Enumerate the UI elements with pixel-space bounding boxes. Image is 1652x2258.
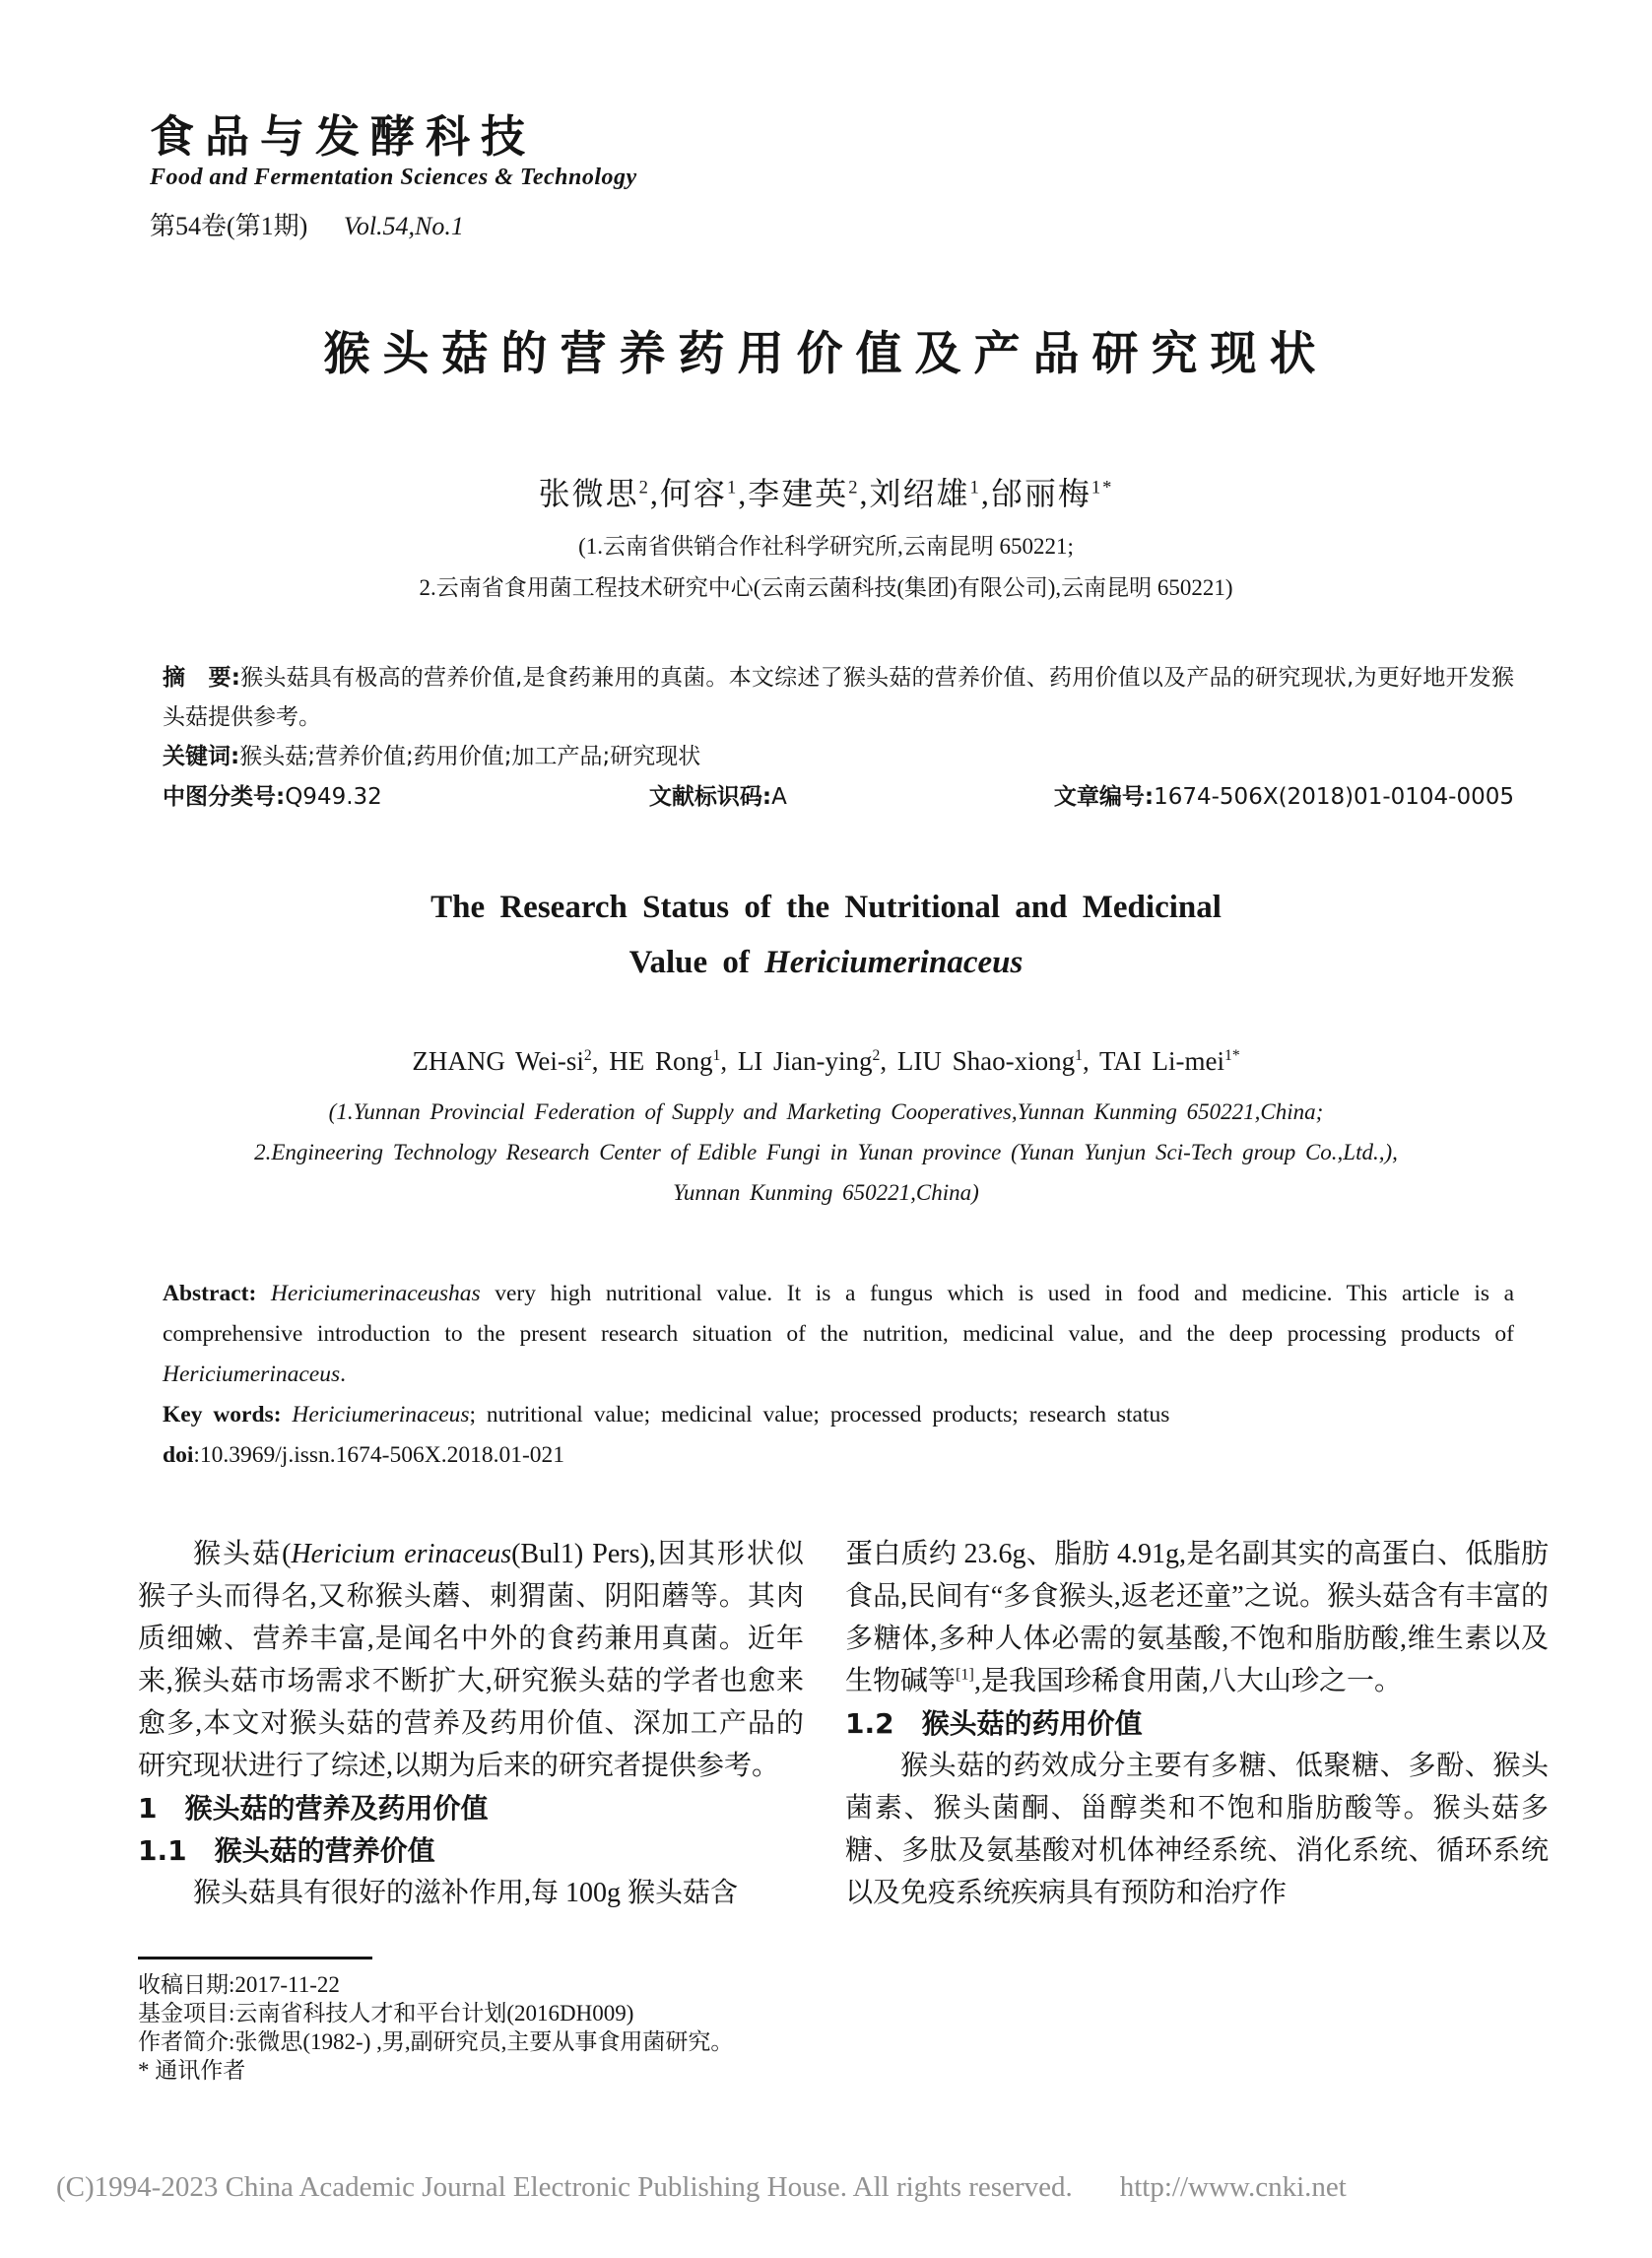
section-heading-1-2: 1.2 猴头菇的药用价值 [845, 1707, 1143, 1740]
author-cn: 张微思$^2$ [538, 476, 650, 511]
author-en: , TAI Li-mei$^{1*}$ [1082, 1046, 1240, 1076]
doi-line: doi:10.3969/j.issn.1674-506X.2018.01-021 [163, 1442, 565, 1468]
author-cn: ,邰丽梅$^{1*}$ [980, 476, 1114, 511]
page-footer [56, 2171, 1596, 2204]
author-cn: ,刘绍雄$^1$ [859, 476, 981, 511]
abstract-cn-label: 摘 要: [163, 665, 240, 691]
volume-issue-cn: 第54卷(第1期) [150, 212, 308, 240]
paragraph-intro: 猴头菇(Hericium erinaceus(Bul1) Pers),因其形状似猴子头而得名,又称猴头蘑、刺猬菌、阴阳蘑等。其肉质细嫩、营养丰富,是闻名中外的食药兼用真菌。近年来,猴头菇市场需求不断扩大,研究猴头菇的学者也愈来愈多,本文对猴头菇的营养及药用价值、深加工产品的研究现状进行了综述,以期为后来的研究者提供参考。 [138, 1539, 804, 1781]
abstract-en-block [163, 1274, 1514, 1476]
footnote-received-date: 收稿日期:2017-11-22 [138, 1972, 340, 1997]
keywords-cn [163, 737, 1514, 776]
section-heading-1-1: 1.1 猴头菇的营养价值 [138, 1834, 435, 1867]
section-heading-1: 1 猴头菇的营养及药用价值 [138, 1792, 489, 1825]
article-id: 文章编号:1674-506X(2018)01-0104-0005 [1053, 784, 1514, 810]
classification-row [163, 777, 1514, 817]
abstract-en: Abstract: Hericiumerinaceushas very high nutritional value. It is a fungus which is used in food and medicine. This article is a comprehensive introduction to the present research situation of the nutrition, medicinal value, and the deep processing products of Hericiumerinaceus. [163, 1281, 1515, 1387]
keywords-en: Key words: Hericiumerinaceus; nutritional value; medicinal value; processed products; research status [163, 1402, 1170, 1428]
species-name: Hericiumerinaceus [764, 945, 1024, 980]
abstract-en-label: Abstract: [163, 1281, 257, 1306]
footnote-divider [138, 1957, 372, 1959]
author-cn: ,李建英$^2$ [738, 476, 860, 511]
body-column-right [845, 1533, 1549, 2004]
body-column-left [138, 1533, 804, 1964]
author-cn: ,何容$^1$ [649, 476, 739, 511]
document-code: 文献标识码:A [648, 784, 787, 810]
keywords-cn-label: 关键词: [163, 744, 240, 769]
volume-issue-en: Vol.54,No.1 [343, 212, 464, 240]
reference-mark: [1] [956, 1665, 974, 1684]
author-en: , LIU Shao-xiong$^1$ [880, 1046, 1083, 1076]
species-name: Hericium erinaceus [291, 1539, 512, 1569]
article-title-cn: 猴头菇的营养药用价值及产品研究现状 [323, 327, 1329, 381]
masthead [150, 110, 637, 242]
article-title-en-line2: Value of Hericiumerinaceus [628, 945, 1024, 980]
keywords-en-label: Key words: [163, 1402, 282, 1428]
species-name: Hericiumerinaceus [292, 1402, 470, 1428]
species-name: Hericiumerinaceushas [270, 1281, 481, 1306]
paragraph-nutrition-cont: 蛋白质约 23.6g、脂肪 4.91g,是名副其实的高蛋白、低脂肪食品,民间有“多食猴头,返老还童”之说。猴头菇含有丰富的多糖体,多种人体必需的氨基酸,不饱和脂肪酸,维生素以及生物碱等[1],是我国珍稀食用菌,八大山珍之一。 [845, 1539, 1549, 1696]
author-en: , LI Jian-ying$^2$ [720, 1046, 881, 1076]
affiliation-en-3: Yunnan Kunming 650221,China) [673, 1180, 979, 1205]
footnotes [138, 1970, 847, 2085]
footnote-fund-project: 基金项目:云南省科技人才和平台计划(2016DH009) [138, 2001, 634, 2026]
author-en: ZHANG Wei-$si^2$ [412, 1046, 592, 1076]
author-en: , HE Rong$^1$ [591, 1046, 721, 1076]
abstract-cn-text: 猴头菇具有极高的营养价值,是食药兼用的真菌。本文综述了猴头菇的营养价值、药用价值以及产品的研究现状,为更好地开发猴头菇提供参考。 [163, 665, 1515, 730]
article-title-en-line1: The Research Status of the Nutritional and Medicinal [430, 890, 1222, 925]
authors-cn [0, 469, 1652, 514]
species-name: Hericiumerinaceus [163, 1361, 341, 1387]
keywords-cn-text: 猴头菇;营养价值;药用价值;加工产品;研究现状 [239, 744, 701, 769]
affiliation-en-1: (1.Yunnan Provincial Federation of Supply and Marketing Cooperatives,Yunnan Kunming 650221,China; [328, 1099, 1324, 1124]
affiliation-cn-2: 2.云南省食用菌工程技术研究中心(云南云菌科技(集团)有限公司),云南昆明 650221) [419, 575, 1233, 600]
journal-name-en: Food and Fermentation Sciences & Technology [150, 165, 637, 190]
volume-issue-line [150, 206, 637, 242]
affiliations-en [0, 1092, 1652, 1213]
paragraph-medicinal: 猴头菇的药效成分主要有多糖、低聚糖、多酚、猴头菌素、猴头菌酮、甾醇类和不饱和脂肪酸等。猴头菇多糖、多肽及氨基酸对机体神经系统、消化系统、循环系统以及免疫系统疾病具有预防和治疗作 [845, 1751, 1549, 1908]
abstract-cn-block [163, 658, 1514, 817]
footnote-author-bio: 作者简介:张微思(1982-) ,男,副研究员,主要从事食用菌研究。 [138, 2029, 734, 2054]
article-title-en [0, 880, 1652, 990]
journal-name-cn: 食品与发酵科技 [150, 110, 537, 163]
affiliation-en-2: 2.Engineering Technology Research Center of Edible Fungi in Yunan province (Yunan Yunjun Sci-Tech group Co.,Ltd.,), [254, 1140, 1398, 1164]
footnote-corresponding-author: * 通讯作者 [138, 2058, 246, 2083]
cnki-url: http://www.cnki.net [1119, 2171, 1347, 2203]
authors-en [0, 1046, 1652, 1077]
paragraph-nutrition: 猴头菇具有很好的滋补作用,每 100g 猴头菇含 [193, 1878, 739, 1908]
affiliations-cn [0, 526, 1652, 609]
abstract-cn [163, 658, 1514, 737]
clc-number: 中图分类号:Q949.32 [163, 784, 382, 810]
copyright-text: (C)1994-2023 China Academic Journal Electronic Publishing House. All rights reserved. [56, 2171, 1073, 2203]
affiliation-cn-1: (1.云南省供销合作社科学研究所,云南昆明 650221; [578, 534, 1074, 559]
